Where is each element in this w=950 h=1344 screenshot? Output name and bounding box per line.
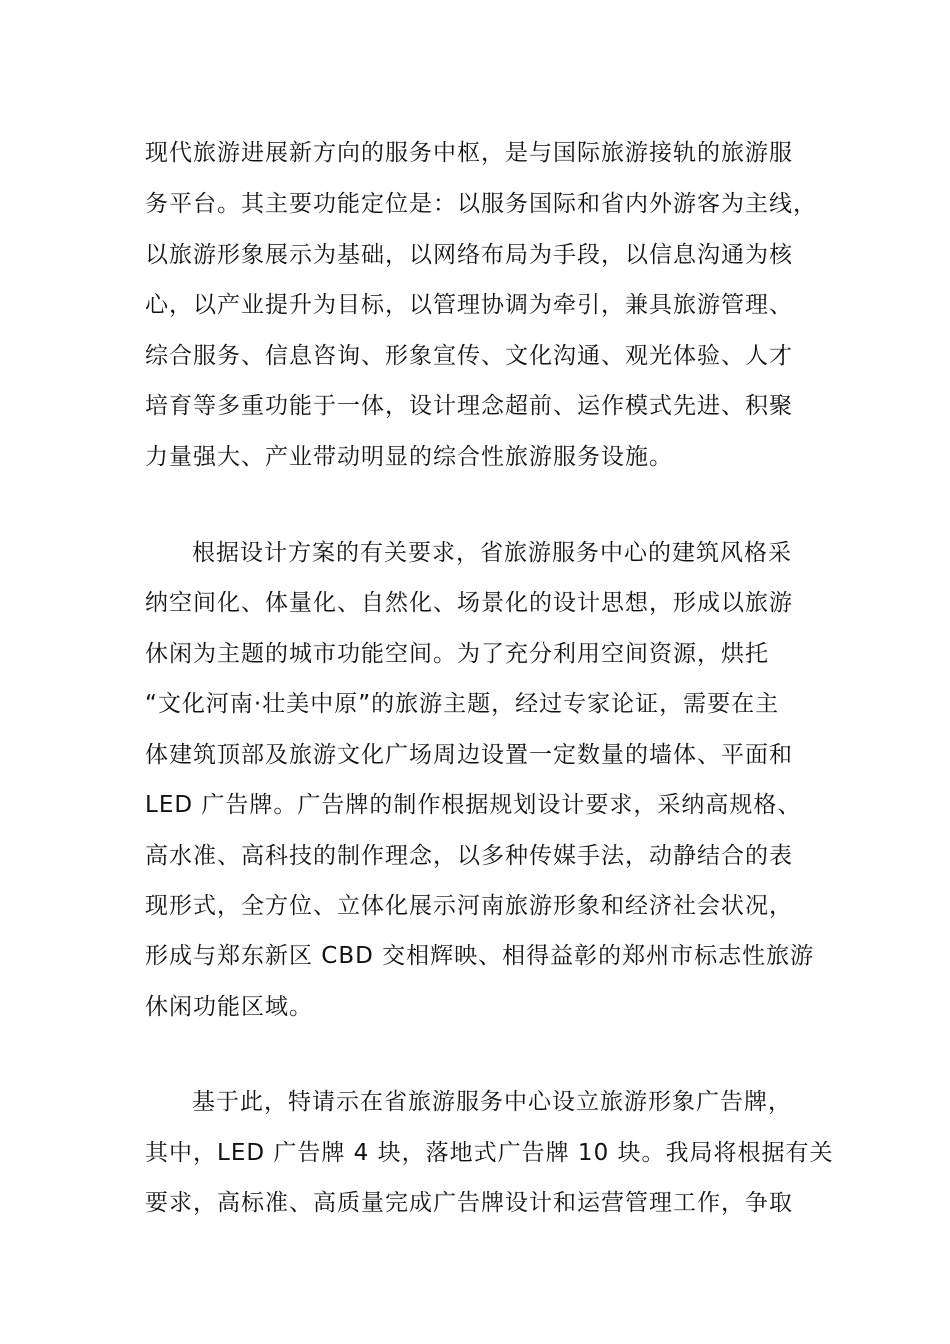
text-line: 务平台。其主要功能定位是：以服务国际和省内外游客为主线，: [145, 191, 817, 217]
text-line: 培育等多重功能于一体，设计理念超前、运作模式先进、积聚: [145, 393, 793, 419]
text-line: 高水准、高科技的制作理念，以多种传媒手法，动静结合的表: [145, 843, 793, 869]
text-line: 其中，LED 广告牌 4 块，落地式广告牌 10 块。我局将根据有关: [145, 1140, 834, 1166]
text-line: 力量强大、产业带动明显的综合性旅游服务设施。: [145, 444, 673, 470]
text-line: 心，以产业提升为目标，以管理协调为牵引，兼具旅游管理、: [145, 292, 793, 318]
text-line: 纳空间化、体量化、自然化、场景化的设计思想，形成以旅游: [145, 590, 793, 616]
text-line: 基于此，特请示在省旅游服务中心设立旅游形象广告牌，: [192, 1089, 792, 1115]
text-line: 综合服务、信息咨询、形象宣传、文化沟通、观光体验、人才: [145, 343, 793, 369]
text-line: 要求，高标准、高质量完成广告牌设计和运营管理工作，争取: [145, 1190, 793, 1216]
text-line: 以旅游形象展示为基础，以网络布局为手段，以信息沟通为核: [145, 242, 793, 268]
text-line: 休闲为主题的城市功能空间。为了充分利用空间资源，烘托: [145, 641, 769, 667]
text-line: 体建筑顶部及旅游文化广场周边设置一定数量的墙体、平面和: [145, 742, 793, 768]
text-line: 形成与郑东新区 CBD 交相辉映、相得益彰的郑州市标志性旅游: [145, 943, 815, 969]
text-line: LED 广告牌。广告牌的制作根据规划设计要求，采纳高规格、: [145, 792, 802, 818]
text-line: 现代旅游进展新方向的服务中枢，是与国际旅游接轨的旅游服: [145, 140, 793, 166]
text-line: “文化河南·壮美中原”的旅游主题，经过专家论证，需要在主: [145, 691, 780, 717]
text-line: 休闲功能区域。: [145, 994, 313, 1020]
text-line: 现形式，全方位、立体化展示河南旅游形象和经济社会状况，: [145, 893, 793, 919]
text-line: 根据设计方案的有关要求，省旅游服务中心的建筑风格采: [192, 540, 792, 566]
